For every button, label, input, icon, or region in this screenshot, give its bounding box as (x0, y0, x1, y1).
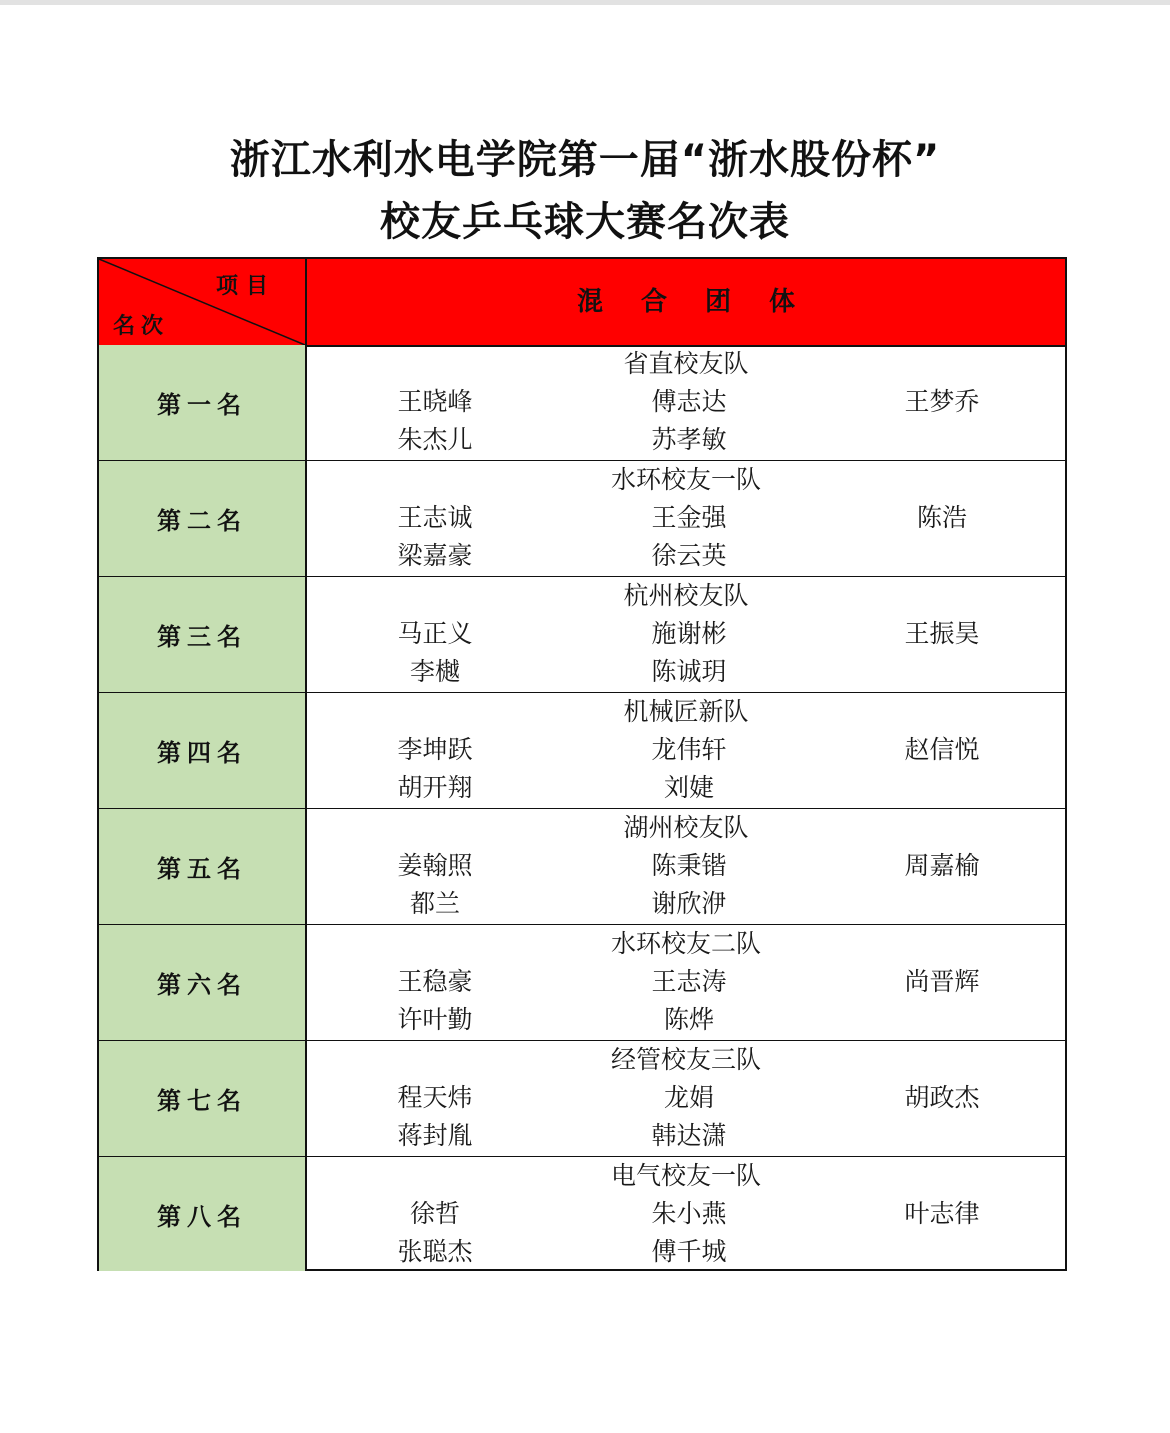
member-left: 徐哲 (409, 1199, 460, 1228)
table-row (99, 809, 1065, 925)
member-center: 龙娟 (663, 1083, 714, 1112)
rank-label: 第三名 (157, 622, 247, 651)
rank-label: 第八名 (157, 1201, 247, 1231)
member-left-second: 蒋封胤 (397, 1121, 473, 1150)
member-center-second: 陈诚玥 (651, 657, 727, 686)
member-left: 姜翰照 (397, 851, 473, 880)
header-corner-cell (99, 259, 307, 345)
table-row (99, 345, 1065, 461)
member-center-second: 韩达潇 (651, 1121, 727, 1150)
member-left-second: 朱杰儿 (397, 425, 473, 454)
member-center: 龙伟轩 (651, 735, 727, 764)
member-right: 胡政杰 (904, 1083, 980, 1112)
rank-label: 第六名 (157, 970, 247, 999)
member-left-second: 李樾 (409, 657, 460, 686)
member-center-second: 刘婕 (663, 773, 714, 802)
rank-cell (99, 345, 307, 460)
member-right: 周嘉榆 (904, 851, 980, 880)
member-left: 李坤跃 (397, 735, 473, 764)
rank-cell (99, 925, 307, 1040)
table-row (99, 925, 1065, 1041)
member-left-second: 张聪杰 (397, 1237, 473, 1266)
table-row (99, 693, 1065, 809)
team-name: 经管校友三队 (610, 1045, 761, 1074)
member-left-second: 都兰 (409, 889, 460, 918)
member-right: 王振昊 (904, 619, 980, 648)
table-row (99, 1157, 1065, 1271)
member-center: 王志涛 (651, 967, 727, 996)
rank-cell (99, 1041, 307, 1156)
table-header (99, 259, 1065, 347)
rank-cell (99, 577, 307, 692)
table-row (99, 1041, 1065, 1157)
member-right: 尚晋辉 (904, 967, 980, 996)
table-row (99, 461, 1065, 577)
member-left: 王志诚 (397, 503, 473, 532)
member-center-second: 苏孝敏 (651, 425, 727, 454)
member-left-second: 梁嘉豪 (397, 541, 473, 570)
ranking-table (97, 257, 1067, 1271)
rank-cell (99, 809, 307, 924)
member-center-second: 徐云英 (651, 541, 727, 570)
team-name: 省直校友队 (623, 349, 749, 378)
team-name: 水环校友二队 (610, 929, 761, 958)
member-right: 赵信悦 (904, 735, 980, 764)
rank-cell (99, 1157, 307, 1271)
header-event-label: 混合团体 (576, 287, 833, 317)
member-center: 朱小燕 (651, 1199, 727, 1228)
header-item-label: 项目 (216, 273, 277, 299)
member-left: 王稳豪 (397, 967, 473, 996)
member-right: 陈浩 (916, 503, 967, 532)
member-right: 王梦乔 (904, 387, 980, 416)
table-row (99, 577, 1065, 693)
rank-cell (99, 461, 307, 576)
member-left: 程天炜 (397, 1083, 473, 1112)
rank-label: 第四名 (157, 738, 247, 767)
member-left-second: 许叶勤 (397, 1005, 473, 1034)
rank-label: 第一名 (157, 390, 247, 419)
rank-label: 第二名 (157, 506, 247, 535)
page-title-line2: 校友乒乓球大赛名次表 (380, 199, 790, 245)
team-name: 水环校友一队 (610, 465, 761, 494)
rank-label: 第七名 (157, 1086, 247, 1115)
rank-label: 第五名 (157, 854, 247, 883)
top-strip (0, 0, 1170, 5)
team-name: 电气校友一队 (610, 1161, 761, 1190)
member-center-second: 傅千城 (651, 1237, 727, 1266)
team-name: 机械匠新队 (623, 697, 749, 726)
member-center: 傅志达 (651, 387, 727, 416)
member-center: 陈秉锴 (651, 851, 727, 880)
member-center: 王金强 (651, 503, 727, 532)
member-center-second: 谢欣洢 (651, 889, 727, 918)
member-left-second: 胡开翔 (397, 773, 473, 802)
header-rank-label: 名次 (113, 313, 170, 339)
member-left: 马正义 (397, 619, 473, 648)
team-name: 湖州校友队 (623, 813, 749, 842)
rank-cell (99, 693, 307, 808)
member-left: 王晓峰 (397, 387, 473, 416)
member-center-second: 陈烨 (663, 1005, 714, 1034)
member-center: 施谢彬 (651, 619, 727, 648)
member-right: 叶志律 (904, 1199, 980, 1228)
team-name: 杭州校友队 (623, 581, 749, 610)
page-title-line1: 浙江水利水电学院第一届“浙水股份杯” (229, 137, 941, 183)
